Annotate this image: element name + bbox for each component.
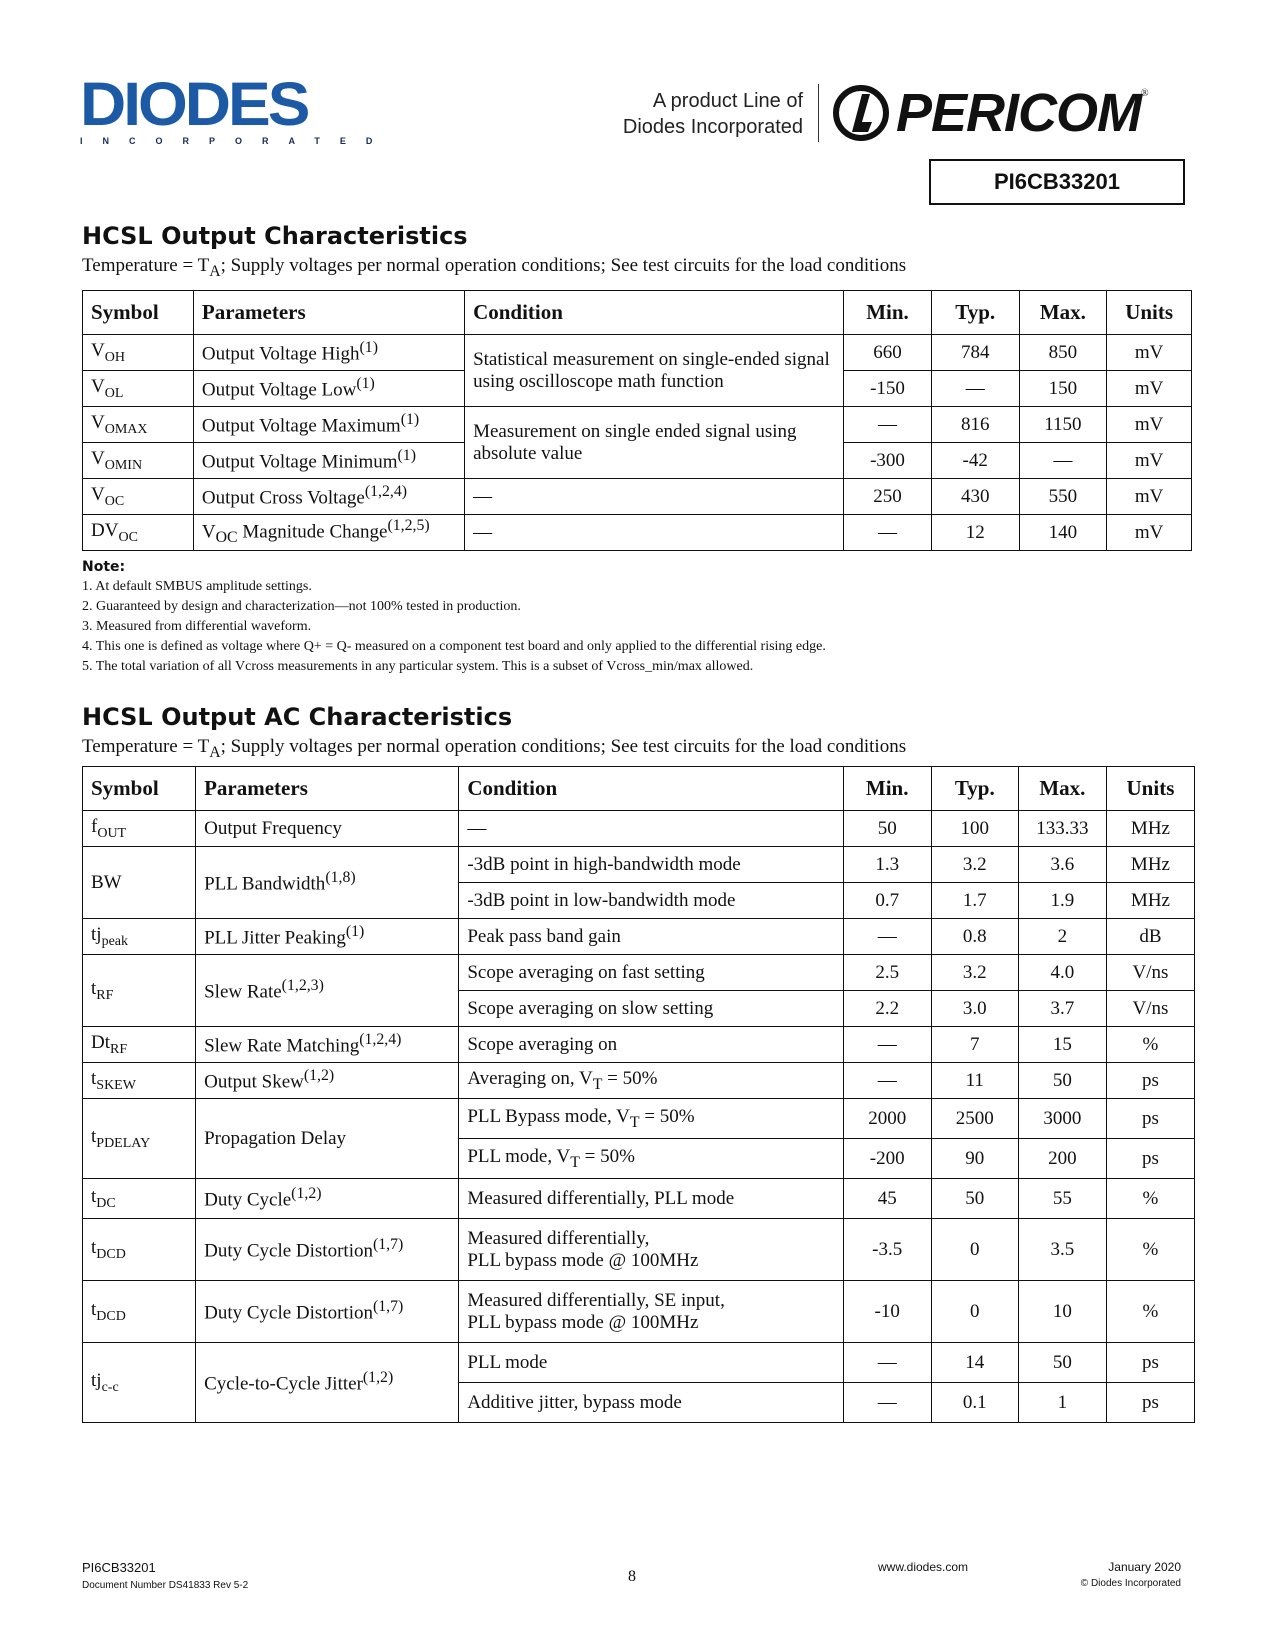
diodes-logo-subtext: INCORPORATED [80,136,393,146]
table-row: $V_{OH}$ Output Voltage High$^{(1)}$ Statistical measurement on single-ended signal using oscilloscope math function 660 784 850 mV [83,335,1192,371]
product-line-label [623,88,803,140]
page-number: 8 [628,1568,636,1585]
table-row: $V_{OC}$ Output Cross Voltage$^{(1,2,4)}$ — 250 430 550 mV [83,479,1192,515]
table-row: $t_{DCD}$ Duty Cycle Distortion$^{(1,7)}$ Measured differentially, PLL bypass mode @ 100MHz -3.5 0 3.5 % [83,1219,1195,1281]
footer-part: PI6CB33201 [82,1560,156,1575]
table-row: PLL mode, $V_T = 50\%$ -200 90 200 ps [83,1139,1195,1179]
note-item: 5. The total variation of all Vcross measurements in any particular system. This is a subset of Vcross_min/max allowed. [82,659,754,674]
section-title-dc: HCSL Output Characteristics [82,222,468,250]
notes-block [82,557,826,677]
table-row: $f_{OUT}$ Output Frequency — 50 100 133.33 MHz [83,811,1195,847]
header-divider [818,84,819,142]
table-row: BW PLL Bandwidth$^{(1,8)}$ -3dB point in high-bandwidth mode 1.3 3.2 3.6 MHz [83,847,1195,883]
pericom-mark-icon [832,84,890,142]
table-row: $t_{DC}$ Duty Cycle$^{(1,2)}$ Measured differentially, PLL mode 45 50 55 % [83,1179,1195,1219]
section-subtitle-dc: Temperature = $T_A$; Supply voltages per normal operation conditions; See test circuits for the load conditions [82,255,907,280]
table-row: $V_{OMIN}$ Output Voltage Minimum$^{(1)}$ -300 -42 — mV [83,443,1192,479]
diodes-logo [80,69,393,146]
section-subtitle-ac: Temperature = $T_A$; Supply voltages per normal operation conditions; See test circuits for the load conditions [82,736,907,761]
pericom-logo [832,82,1149,144]
registered-mark: ® [1141,88,1149,99]
table-row: $t_{RF}$ Slew Rate$^{(1,2,3)}$ Scope averaging on fast setting 2.5 3.2 4.0 V/ns [83,955,1195,991]
pericom-logo-text: PERICOM [896,83,1142,143]
part-number-box: PI6CB33201 [929,159,1185,205]
table-row: -3dB point in low-bandwidth mode 0.7 1.7 1.9 MHz [83,883,1195,919]
footer-copyright: © Diodes Incorporated [1080,1578,1181,1589]
ac-characteristics-table [82,766,1195,1423]
table-row: $V_{OL}$ Output Voltage Low$^{(1)}$ -150 — 150 mV [83,371,1192,407]
table-row: $t_{DCD}$ Duty Cycle Distortion$^{(1,7)}$ Measured differentially, SE input, PLL bypass mode @ 100MHz -10 0 10 % [83,1281,1195,1343]
notes-label: Note: [82,559,126,575]
table-row: Scope averaging on slow setting 2.2 3.0 3.7 V/ns [83,991,1195,1027]
product-line-1: A product Line of [652,90,803,112]
table-row: $tj_{c-c}$ Cycle-to-Cycle Jitter$^{(1,2)}$ PLL mode — 14 50 ps [83,1343,1195,1383]
section-title-ac: HCSL Output AC Characteristics [82,703,513,731]
table-row: $Dt_{RF}$ Slew Rate Matching$^{(1,2,4)}$ Scope averaging on — 7 15 % [83,1027,1195,1063]
dc-characteristics-table [82,290,1192,551]
product-line-2: Diodes Incorporated [622,116,803,138]
note-item: 4. This one is defined as voltage where Q+ = Q- measured on a component test board and only applied to the differential rising edge. [82,639,826,654]
note-item: 2. Guaranteed by design and characterization—not 100% tested in production. [82,599,521,614]
table-row: $t_{PDELAY}$ Propagation Delay PLL Bypass mode, $V_T = 50\%$ 2000 2500 3000 ps [83,1099,1195,1139]
table-row: $t_{SKEW}$ Output Skew$^{(1,2)}$ Averaging on, $V_T = 50\%$ — 11 50 ps [83,1063,1195,1099]
note-item: 1. At default SMBUS amplitude settings. [82,579,312,594]
table-row: $tj_{peak}$ PLL Jitter Peaking$^{(1)}$ Peak pass band gain — 0.8 2 dB [83,919,1195,955]
footer-doc-number: Document Number DS41833 Rev 5-2 [82,1580,249,1591]
table-header-row: Symbol Parameters Condition Min. Typ. Max. Units [83,291,1192,335]
note-item: 3. Measured from differential waveform. [82,619,312,634]
table-row: $V_{OMAX}$ Output Voltage Maximum$^{(1)}$ Measurement on single ended signal using absolute value — 816 1150 mV [83,407,1192,443]
footer-website[interactable]: www.diodes.com [878,1560,969,1574]
diodes-logo-text: DIODES [80,69,308,139]
table-header-row: Symbol Parameters Condition Min. Typ. Max. Units [83,767,1195,811]
table-row: Additive jitter, bypass mode — 0.1 1 ps [83,1383,1195,1423]
table-row: $DV_{OC}$ $V_{OC}$ Magnitude Change$^{(1,2,5)}$ — — 12 140 mV [83,515,1192,551]
footer-date: January 2020 [1108,1560,1181,1574]
